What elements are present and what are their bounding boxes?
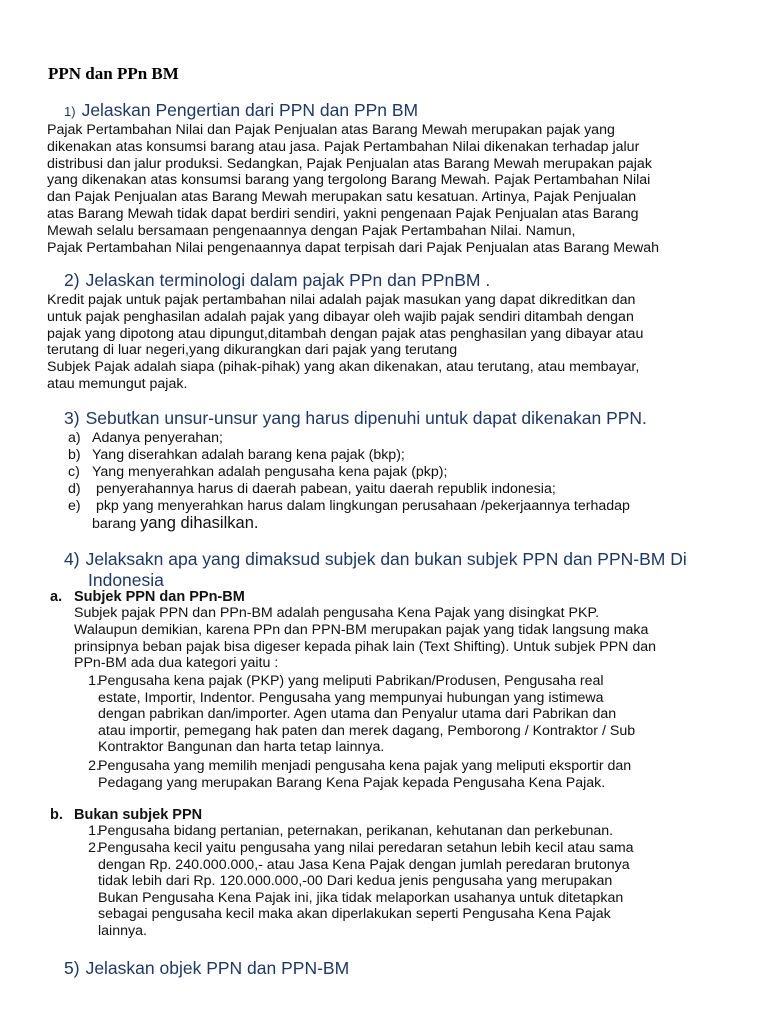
list-text-line: dengan pabrikan dan/importer. Agen utama dan Penyalur utama dari Pabrikan dan [98, 706, 617, 723]
question-1-number: 1) [64, 104, 76, 119]
question-5-number: 5) [64, 958, 80, 978]
list-text-line: Bukan Pengusaha Kena Pajak ini, jika tidak melaporkan usahanya untuk ditetapkan [98, 889, 624, 906]
question-1-heading [64, 100, 418, 121]
question-4-text-line1: Jelaksakn apa yang dimaksud subjek dan bukan subjek PPN dan PPN-BM Di [85, 549, 687, 569]
list-text: penyerahannya harus di daerah pabean, yaitu daerah republik indonesia; [92, 481, 556, 497]
answer-line: yang dikenakan atas konsumsi barang yang tergolong Barang Mewah. Pajak Pertambahan Nilai [47, 172, 651, 189]
section-marker: b. [50, 807, 63, 823]
answer-line: distribusi dan jalur produksi. Sedangkan, Pajak Penjualan atas Barang Mewah merupakan pajak [47, 155, 652, 172]
question-5-heading [64, 958, 349, 979]
list-text: Yang menyerahkan adalah pengusaha kena pajak (pkp); [92, 464, 448, 480]
list-text-line [92, 515, 630, 533]
list-text-line: estate, Importir, Indentor. Pengusaha yang mempunyai hubungan yang istimewa [98, 689, 604, 706]
question-4-number: 4) [64, 549, 80, 569]
section-b-list [74, 823, 744, 942]
list-marker: b) [68, 447, 81, 463]
answer-line: pajak yang dipotong atau dipungut,ditambah dengan pajak atas penghasilan yang dibayar atau [47, 325, 644, 342]
answer-line: terutang di luar negeri,yang dikurangkan dari pajak yang terutang [47, 342, 458, 359]
question-2-heading [64, 270, 490, 291]
list-text [92, 498, 630, 532]
answer-line: PPn-BM ada dua kategori yaitu : [74, 655, 279, 672]
question-1-text: Jelaskan Pengertian dari PPN dan PPn BM [81, 100, 419, 120]
section-a-list [74, 673, 744, 792]
question-3-text: Sebutkan unsur-unsur yang harus dipenuhi untuk dapat dikenakan PPN. [85, 408, 647, 428]
document-title: PPN dan PPn BM [48, 64, 179, 83]
answer-line: dikenakan atas konsumsi barang atau jasa. Pajak Pertambahan Nilai dikenakan terhadap jalur [47, 138, 640, 155]
section-title: Bukan subjek PPN [74, 807, 203, 823]
answer-line: Mewah selalu bersamaan pengenaannya dengan Pajak Pertambahan Nilai. Namun, [47, 222, 576, 239]
list-text-line: Pengusaha yang memilih menjadi pengusaha kena pajak yang meliputi eksportir dan [98, 758, 632, 774]
list-marker: 1. [88, 673, 100, 689]
answer-line: Subjek pajak PPN dan PPn-BM adalah pengusaha Kena Pajak yang disingkat PKP. [74, 605, 600, 621]
question-5-text: Jelaskan objek PPN dan PPN-BM [85, 958, 350, 978]
list-item [68, 430, 748, 447]
list-text-line: lainnya. [98, 922, 147, 939]
list-item [74, 758, 744, 792]
list-text-line: Kontraktor Bangunan dan harta tetap lainnya. [98, 739, 385, 756]
question-1-answer [47, 122, 659, 256]
list-text-line: Pengusaha kecil yaitu pengusaha yang nilai peredaran setahun lebih kecil atau sama [98, 840, 634, 856]
list-item [74, 840, 744, 942]
list-text [98, 823, 613, 840]
answer-line: Kredit pajak untuk pajak pertambahan nilai adalah pajak masukan yang dapat dikreditkan dan [47, 292, 636, 308]
answer-line: Pajak Pertambahan Nilai dan Pajak Penjualan atas Barang Mewah merupakan pajak yang [47, 122, 615, 138]
answer-line: Subjek Pajak adalah siapa (pihak-pihak) yang akan dikenakan, atau terutang, atau membayar, [47, 359, 640, 376]
question-2-text: Jelaskan terminologi dalam pajak PPn dan PPnBM . [85, 270, 491, 290]
answer-line: Walaupun demikian, karena PPn dan PPN-BM merupakan pajak yang tidak langsung maka [74, 621, 649, 638]
list-item [68, 481, 748, 498]
list-text [98, 758, 631, 791]
list-text-line: dengan Rp. 240.000.000,- atau Jasa Kena Pajak dengan jumlah peredaran brutonya [98, 856, 630, 873]
section-title: Subjek PPN dan PPn-BM [74, 589, 245, 605]
list-text-line: Pedagang yang merupakan Barang Kena Pajak kepada Pengusaha Kena Pajak. [98, 774, 606, 791]
list-text [98, 673, 635, 756]
question-2-number: 2) [64, 270, 80, 290]
list-text-line: tidak lebih dari Rp. 120.000.000,-00 Dari kedua jenis pengusaha yang merupakan [98, 873, 613, 890]
list-marker: d) [68, 481, 81, 497]
question-4-heading [64, 549, 687, 591]
list-item [74, 823, 744, 840]
answer-line: atau memungut pajak. [47, 375, 188, 392]
list-marker: 2. [88, 840, 100, 856]
question-4-text-line2: Indonesia [88, 570, 164, 590]
question-3-number: 3) [64, 408, 80, 428]
question-3-heading [64, 408, 647, 429]
answer-line: Pajak Pertambahan Nilai pengenaannya dapat terpisah dari Pajak Penjualan atas Barang Mewah [47, 239, 660, 256]
section-marker: a. [50, 589, 63, 605]
list-text-line: pkp yang menyerahkan harus dalam lingkungan perusahaan /pekerjaannya terhadap [92, 498, 630, 514]
list-item [68, 464, 748, 481]
list-text: Yang diserahkan adalah barang kena pajak (bkp); [92, 447, 405, 463]
answer-line: prinsipnya beban pajak bisa digeser kepada pihak lain (Text Shifting). Untuk subjek PPN dan [74, 638, 657, 655]
question-3-list [68, 430, 748, 534]
list-text-line: Pengusaha kena pajak (PKP) yang meliputi Pabrikan/Produsen, Pengusaha real [98, 673, 604, 689]
list-text [98, 840, 634, 940]
list-text-fragment: yang dihasilkan. [140, 513, 259, 532]
list-marker: c) [68, 464, 80, 480]
list-marker: e) [68, 498, 81, 514]
list-item [74, 673, 744, 758]
question-2-answer [47, 292, 643, 393]
list-marker: a) [68, 430, 81, 446]
answer-line: untuk pajak penghasilan adalah pajak yang dibayar oleh wajib pajak sendiri ditambah dengan [47, 308, 634, 325]
list-text-line: sebagai pengusaha kecil maka akan diperlakukan seperti Pengusaha Kena Pajak [98, 906, 611, 923]
answer-line: atas Barang Mewah tidak dapat berdiri sendiri, yakni pengenaan Pajak Penjualan atas Barang [47, 205, 639, 222]
section-a-intro [74, 605, 656, 672]
list-item [68, 447, 748, 464]
list-text: Adanya penyerahan; [92, 430, 223, 446]
list-item [68, 498, 748, 534]
list-text-fragment: barang [92, 515, 141, 532]
list-marker: 2. [88, 758, 100, 774]
answer-line: dan Pajak Penjualan atas Barang Mewah merupakan satu kesatuan. Artinya, Pajak Penjualan [47, 189, 637, 206]
list-text-line: atau importir, pemegang hak paten dan merek dagang, Pemborong / Kontraktor / Sub [98, 722, 636, 739]
list-marker: 1. [88, 823, 100, 839]
list-text-line: Pengusaha bidang pertanian, peternakan, perikanan, kehutanan dan perkebunan. [98, 823, 614, 839]
